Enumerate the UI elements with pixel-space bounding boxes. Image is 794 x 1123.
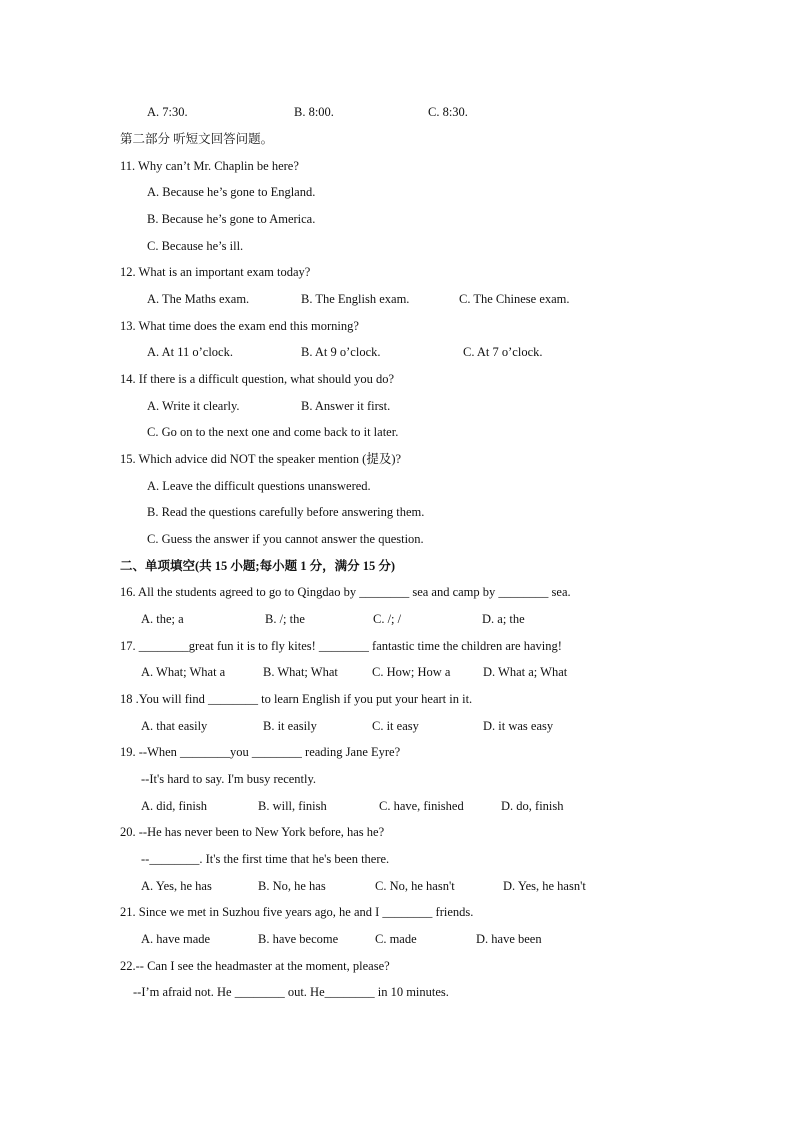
option-d: D. it was easy: [483, 719, 554, 733]
question-stem: 12. What is an important exam today?: [120, 265, 311, 279]
question-stem: 18 .You will find ________ to learn English if you put your heart in it.: [120, 692, 473, 706]
option-b: B. At 9 o’clock.: [301, 345, 381, 359]
option-a: A. the; a: [141, 612, 184, 626]
option-a: A. Write it clearly.: [147, 399, 240, 413]
option-a: A. did, finish: [141, 799, 207, 813]
option-d: D. Yes, he hasn't: [503, 879, 586, 893]
option-b: B. The English exam.: [301, 292, 410, 306]
dialogue-reply: --It's hard to say. I'm busy recently.: [141, 772, 317, 786]
option-a: A. Because he’s gone to England.: [147, 185, 316, 199]
question-stem: 17. ________great fun it is to fly kites! ________ fantastic time the children are having!: [120, 639, 562, 653]
option-c: C. The Chinese exam.: [459, 292, 570, 306]
question-stem: 22.-- Can I see the headmaster at the moment, please?: [120, 959, 390, 973]
question-stem: 15. Which advice did NOT the speaker mention (提及)?: [120, 452, 402, 466]
option-a: A. What; What a: [141, 665, 226, 679]
option-b: B. 8:00.: [294, 105, 334, 119]
option-c: C. Guess the answer if you cannot answer the question.: [147, 532, 424, 546]
option-a: A. 7:30.: [147, 105, 188, 119]
option-c: C. it easy: [372, 719, 419, 733]
option-a: A. Yes, he has: [141, 879, 212, 893]
part2-heading: 第二部分 听短文回答问题。: [120, 132, 274, 146]
option-b: B. it easily: [263, 719, 317, 733]
option-b: B. /; the: [265, 612, 305, 626]
option-c: C. How; How a: [372, 665, 451, 679]
question-stem: 13. What time does the exam end this morning?: [120, 319, 359, 333]
option-c: C. At 7 o’clock.: [463, 345, 543, 359]
option-b: B. Answer it first.: [301, 399, 391, 413]
option-a: A. At 11 o’clock.: [147, 345, 233, 359]
option-a: A. Leave the difficult questions unanswered.: [147, 479, 371, 493]
dialogue-reply: --________. It's the first time that he's been there.: [141, 852, 390, 866]
option-c: C. No, he hasn't: [375, 879, 455, 893]
section2-heading: 二、单项填空(共 15 小题;每小题 1 分，满分 15 分): [120, 559, 395, 573]
option-b: B. What; What: [263, 665, 338, 679]
option-d: D. a; the: [482, 612, 525, 626]
option-c: C. made: [375, 932, 417, 946]
dialogue-reply: --I’m afraid not. He ________ out. He________ in 10 minutes.: [133, 985, 449, 999]
question-stem: 11. Why can’t Mr. Chaplin be here?: [120, 159, 299, 173]
option-a: A. The Maths exam.: [147, 292, 250, 306]
option-b: B. Read the questions carefully before answering them.: [147, 505, 425, 519]
option-c: C. 8:30.: [428, 105, 468, 119]
option-a: A. have made: [141, 932, 211, 946]
option-b: B. No, he has: [258, 879, 326, 893]
question-stem: 16. All the students agreed to go to Qingdao by ________ sea and camp by ________ sea.: [120, 585, 571, 599]
question-stem: 20. --He has never been to New York before, has he?: [120, 825, 385, 839]
question-stem: 21. Since we met in Suzhou five years ago, he and I ________ friends.: [120, 905, 474, 919]
option-c: C. Go on to the next one and come back to it later.: [147, 425, 399, 439]
option-b: B. will, finish: [258, 799, 327, 813]
option-d: D. have been: [476, 932, 542, 946]
option-b: B. Because he’s gone to America.: [147, 212, 316, 226]
option-c: C. have, finished: [379, 799, 464, 813]
option-c: C. /; /: [373, 612, 402, 626]
option-c: C. Because he’s ill.: [147, 239, 244, 253]
question-stem: 14. If there is a difficult question, what should you do?: [120, 372, 395, 386]
option-b: B. have become: [258, 932, 339, 946]
option-a: A. that easily: [141, 719, 208, 733]
question-stem: 19. --When ________you ________ reading Jane Eyre?: [120, 745, 401, 759]
option-d: D. What a; What: [483, 665, 568, 679]
option-d: D. do, finish: [501, 799, 564, 813]
